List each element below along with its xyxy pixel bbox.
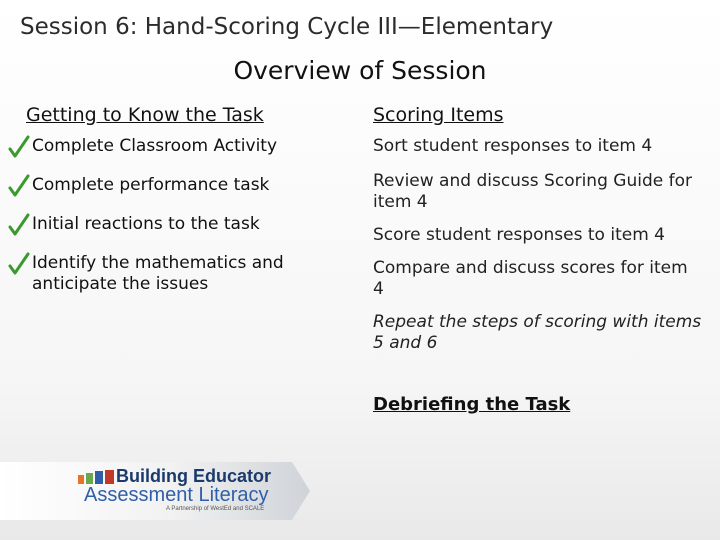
logo-tagline: A Partnership of WestEd and SCALE <box>166 506 265 512</box>
check-mark-icon <box>8 252 30 276</box>
list-item-text: Complete Classroom Activity <box>32 136 278 156</box>
right-column-heading: Scoring Items <box>373 104 504 126</box>
list-item <box>8 253 348 295</box>
list-item: Sort student responses to item 4 <box>373 136 653 156</box>
list-item: Repeat the steps of scoring with items 5 and 6 <box>373 312 702 353</box>
debriefing-heading: Debriefing the Task <box>373 394 571 415</box>
list-item: Compare and discuss scores for item 4 <box>373 258 688 299</box>
list-item-text: Complete performance task <box>32 175 270 195</box>
check-mark-icon <box>8 213 30 237</box>
check-mark-icon <box>8 135 30 159</box>
logo-subtitle: Assessment Literacy <box>84 484 269 506</box>
right-column <box>373 104 703 354</box>
check-mark-icon <box>8 174 30 198</box>
list-item <box>8 175 348 198</box>
list-item-text: Identify the mathematics and anticipate the issues <box>32 253 284 294</box>
left-checklist <box>8 136 348 295</box>
left-column-heading: Getting to Know the Task <box>26 104 264 126</box>
slide-subtitle: Overview of Session <box>233 56 487 85</box>
list-item-text: Initial reactions to the task <box>32 214 260 234</box>
slide-title: Session 6: Hand-Scoring Cycle III—Elementary <box>20 14 554 40</box>
list-item: Review and discuss Scoring Guide for item 4 <box>373 171 692 212</box>
left-column <box>8 104 348 311</box>
list-item <box>8 136 348 159</box>
list-item <box>8 214 348 237</box>
logo-title: Building Educator <box>116 466 271 486</box>
list-item: Score student responses to item 4 <box>373 225 665 245</box>
scoring-items-list <box>373 136 703 354</box>
logo-squares-icon <box>78 470 114 484</box>
